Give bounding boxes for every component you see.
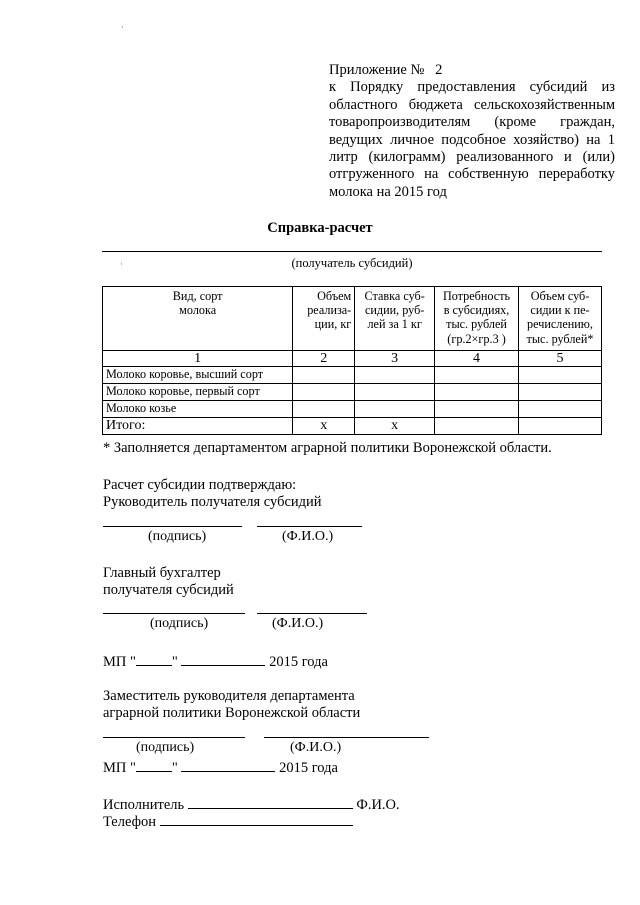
data-cell[interactable] bbox=[355, 384, 435, 401]
data-cell[interactable] bbox=[519, 367, 602, 384]
milk-type-cell: Молоко коровье, высший сорт bbox=[103, 367, 293, 384]
deputy-signature-line[interactable] bbox=[103, 737, 245, 738]
header-cell: Потребность в субсидиях, тыс. рублей (гр.2×гр.3 ) bbox=[435, 287, 519, 351]
data-cell[interactable] bbox=[519, 384, 602, 401]
recipient-field-line bbox=[102, 251, 602, 252]
annex-line: областного бюджета сельскохозяйственным bbox=[329, 96, 615, 113]
accountant-title: Главный бухгалтер bbox=[103, 565, 221, 581]
data-cell[interactable] bbox=[519, 418, 602, 435]
header-cell: Ставка суб- сидии, руб- лей за 1 кг bbox=[355, 287, 435, 351]
signature-caption: (подпись) bbox=[148, 529, 207, 544]
mp-date-line: МП " " 2015 года bbox=[103, 757, 338, 777]
mp-date-line: МП " " 2015 года bbox=[103, 651, 328, 671]
data-cell[interactable] bbox=[293, 401, 355, 418]
annex-line: литр (килограмм) реализованного и (или) bbox=[329, 149, 615, 166]
data-cell[interactable] bbox=[435, 401, 519, 418]
annex-line: молока на 2015 год bbox=[329, 183, 447, 200]
phone-line: Телефон bbox=[103, 811, 353, 831]
annex-heading: Приложение № 2 bbox=[329, 62, 443, 78]
annex-block bbox=[329, 62, 615, 201]
column-number: 3 bbox=[355, 351, 435, 367]
fio-caption: (Ф.И.О.) bbox=[282, 529, 334, 544]
column-number: 1 bbox=[103, 351, 293, 367]
header-cell: Объем реализа- ции, кг bbox=[293, 287, 355, 351]
total-row bbox=[103, 418, 602, 435]
annex-line: товаропроизводителям (кроме граждан, bbox=[329, 114, 615, 131]
head-signature-line[interactable] bbox=[103, 526, 242, 527]
total-col3: х bbox=[355, 418, 435, 435]
accountant-title: получателя субсидий bbox=[103, 582, 234, 598]
annex-line: к Порядку предоставления субсидий из bbox=[329, 79, 615, 96]
header-cell: Объем суб- сидии к пе- речислению, тыс. рублей* bbox=[519, 287, 602, 351]
total-col2: х bbox=[293, 418, 355, 435]
data-cell[interactable] bbox=[355, 367, 435, 384]
confirm-line: Расчет субсидии подтверждаю: bbox=[103, 477, 297, 493]
month-field[interactable] bbox=[181, 651, 265, 666]
data-cell[interactable] bbox=[293, 384, 355, 401]
data-cell[interactable] bbox=[435, 367, 519, 384]
phone-field[interactable] bbox=[160, 811, 353, 826]
column-number: 2 bbox=[293, 351, 355, 367]
deputy-fio-line[interactable] bbox=[264, 737, 429, 738]
total-label: Итого: bbox=[103, 418, 293, 435]
header-cell: Вид, сорт молока bbox=[103, 287, 293, 351]
executor-field[interactable] bbox=[188, 794, 353, 809]
fio-caption: (Ф.И.О.) bbox=[272, 616, 324, 631]
table-row bbox=[103, 367, 602, 384]
data-cell[interactable] bbox=[293, 367, 355, 384]
scan-mark: · bbox=[120, 259, 123, 269]
day-field[interactable] bbox=[136, 651, 172, 666]
column-number-row bbox=[103, 351, 602, 367]
column-number: 5 bbox=[519, 351, 602, 367]
annex-line: ведущих личное подсобное хозяйство) на 1 bbox=[329, 131, 615, 148]
executor-line: Исполнитель Ф.И.О. bbox=[103, 794, 400, 814]
accountant-signature-line[interactable] bbox=[103, 613, 245, 614]
scan-mark: · bbox=[121, 22, 124, 32]
signature-caption: (подпись) bbox=[136, 740, 195, 755]
calculation-table bbox=[102, 286, 602, 435]
data-cell[interactable] bbox=[435, 418, 519, 435]
data-cell[interactable] bbox=[355, 401, 435, 418]
head-fio-line[interactable] bbox=[257, 526, 362, 527]
table-row bbox=[103, 384, 602, 401]
signature-caption: (подпись) bbox=[150, 616, 209, 631]
table-row bbox=[103, 401, 602, 418]
day-field[interactable] bbox=[136, 757, 172, 772]
recipient-caption: (получатель субсидий) bbox=[291, 256, 413, 270]
milk-type-cell: Молоко коровье, первый сорт bbox=[103, 384, 293, 401]
annex-line: отгруженного на собственную переработку bbox=[329, 166, 615, 183]
annex-number: 2 bbox=[435, 62, 443, 78]
milk-type-cell: Молоко козье bbox=[103, 401, 293, 418]
month-field[interactable] bbox=[181, 757, 275, 772]
deputy-title: аграрной политики Воронежской области bbox=[103, 705, 361, 721]
data-cell[interactable] bbox=[519, 401, 602, 418]
table-header-row bbox=[103, 287, 602, 351]
fio-caption: (Ф.И.О.) bbox=[290, 740, 342, 755]
footnote: * Заполняется департаментом аграрной политики Воронежской области. bbox=[103, 440, 552, 456]
data-cell[interactable] bbox=[435, 384, 519, 401]
accountant-fio-line[interactable] bbox=[257, 613, 367, 614]
document-title: Справка-расчет bbox=[267, 220, 373, 236]
head-title: Руководитель получателя субсидий bbox=[103, 494, 322, 510]
column-number: 4 bbox=[435, 351, 519, 367]
deputy-title: Заместитель руководителя департамента bbox=[103, 688, 355, 704]
